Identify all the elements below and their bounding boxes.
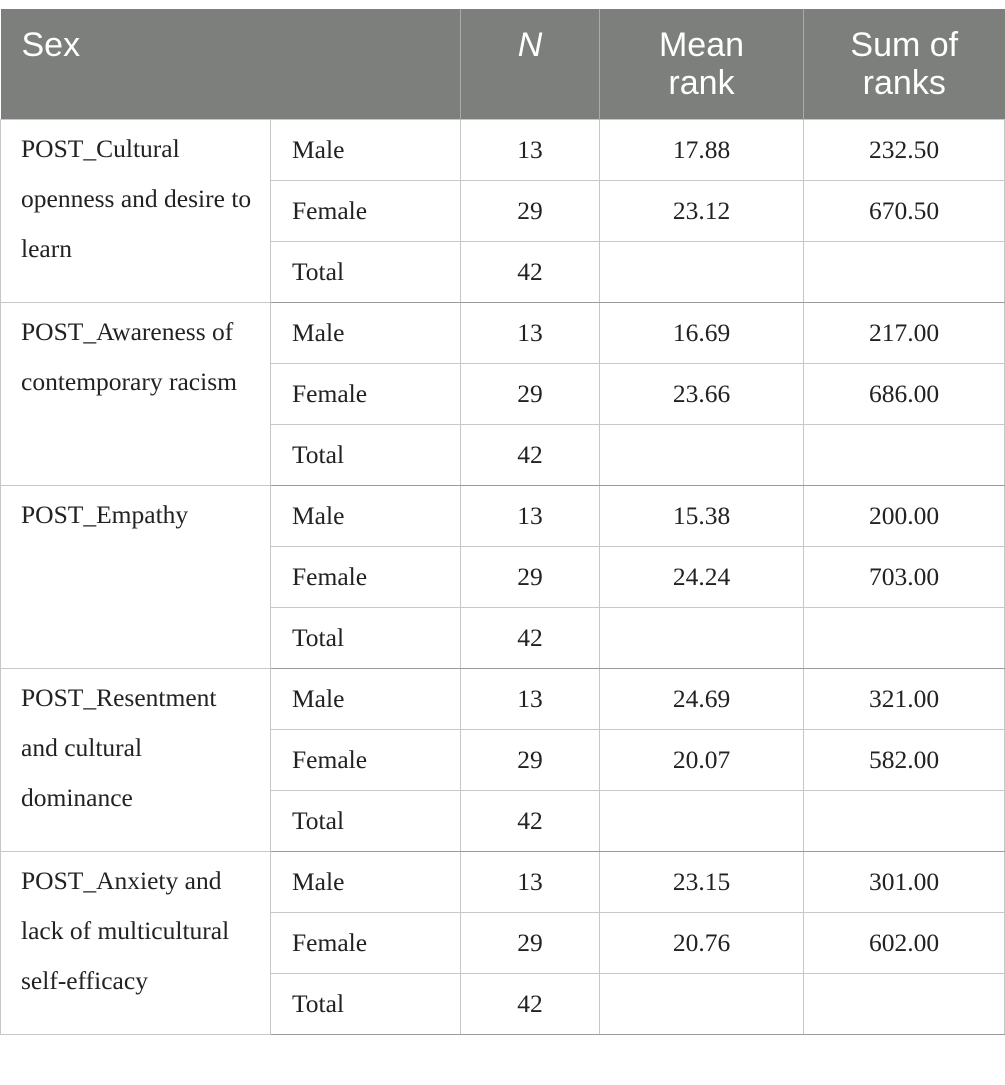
n-cell: 13	[461, 669, 600, 730]
n-cell: 29	[461, 181, 600, 242]
mean-rank-cell	[600, 974, 804, 1035]
sex-cell: Female	[271, 913, 461, 974]
variable-name: POST_Cultural openness and desire to learn	[21, 134, 252, 263]
sex-cell: Total	[271, 425, 461, 486]
sum-of-ranks-cell: 602.00	[804, 913, 1005, 974]
table-row	[1, 669, 1005, 730]
sex-cell: Female	[271, 181, 461, 242]
sex-cell: Total	[271, 242, 461, 303]
sum-of-ranks-cell	[804, 608, 1005, 669]
mean-rank-cell: 23.66	[600, 364, 804, 425]
sum-of-ranks-cell: 670.50	[804, 181, 1005, 242]
mean-rank-cell: 20.07	[600, 730, 804, 791]
sum-of-ranks-cell: 321.00	[804, 669, 1005, 730]
sex-cell: Female	[271, 730, 461, 791]
variable-name: POST_Anxiety and lack of multicultural self-efficacy	[21, 866, 230, 995]
n-cell: 13	[461, 852, 600, 913]
sex-cell: Female	[271, 364, 461, 425]
n-cell: 13	[461, 120, 600, 181]
mean-rank-cell	[600, 791, 804, 852]
header-row	[1, 9, 1005, 120]
variable-name-cell	[1, 669, 271, 852]
table-row	[1, 120, 1005, 181]
n-cell: 42	[461, 791, 600, 852]
sum-of-ranks-cell: 582.00	[804, 730, 1005, 791]
sex-cell: Male	[271, 852, 461, 913]
mean-rank-cell: 23.12	[600, 181, 804, 242]
sum-of-ranks-cell: 217.00	[804, 303, 1005, 364]
header-sex: Sex	[1, 9, 461, 120]
sum-of-ranks-cell	[804, 425, 1005, 486]
sum-of-ranks-cell	[804, 791, 1005, 852]
sum-of-ranks-cell: 301.00	[804, 852, 1005, 913]
n-cell: 13	[461, 486, 600, 547]
mean-rank-cell	[600, 425, 804, 486]
mean-rank-cell: 24.24	[600, 547, 804, 608]
n-cell: 42	[461, 425, 600, 486]
sum-of-ranks-cell: 703.00	[804, 547, 1005, 608]
mean-rank-cell: 24.69	[600, 669, 804, 730]
sex-cell: Total	[271, 791, 461, 852]
n-cell: 42	[461, 608, 600, 669]
sex-cell: Total	[271, 974, 461, 1035]
table-row	[1, 486, 1005, 547]
table-body	[1, 120, 1005, 1035]
sum-of-ranks-cell: 232.50	[804, 120, 1005, 181]
sum-of-ranks-cell	[804, 974, 1005, 1035]
n-cell: 13	[461, 303, 600, 364]
variable-name-cell	[1, 852, 271, 1035]
sum-of-ranks-cell	[804, 242, 1005, 303]
n-cell: 29	[461, 913, 600, 974]
sex-cell: Female	[271, 547, 461, 608]
rank-table	[0, 9, 1005, 1035]
mean-rank-cell: 17.88	[600, 120, 804, 181]
variable-name-cell	[1, 303, 271, 486]
sum-of-ranks-cell: 686.00	[804, 364, 1005, 425]
mean-rank-cell	[600, 242, 804, 303]
mean-rank-cell	[600, 608, 804, 669]
sex-cell: Male	[271, 486, 461, 547]
n-cell: 42	[461, 242, 600, 303]
header-n: N	[461, 9, 600, 120]
table-row	[1, 303, 1005, 364]
sex-cell: Male	[271, 303, 461, 364]
variable-name: POST_Awareness of contemporary racism	[21, 317, 237, 396]
mean-rank-cell: 23.15	[600, 852, 804, 913]
sex-cell: Male	[271, 120, 461, 181]
mean-rank-cell: 16.69	[600, 303, 804, 364]
n-cell: 29	[461, 547, 600, 608]
mean-rank-cell: 15.38	[600, 486, 804, 547]
n-cell: 29	[461, 364, 600, 425]
variable-name-cell	[1, 120, 271, 303]
rank-table-container	[0, 9, 1004, 1035]
sex-cell: Total	[271, 608, 461, 669]
variable-name: POST_Resentment and cultural dominance	[21, 683, 217, 812]
header-mean-rank: Mean rank	[600, 9, 804, 120]
n-cell: 42	[461, 974, 600, 1035]
n-cell: 29	[461, 730, 600, 791]
mean-rank-cell: 20.76	[600, 913, 804, 974]
table-row	[1, 852, 1005, 913]
header-sum-of-ranks: Sum of ranks	[804, 9, 1005, 120]
sex-cell: Male	[271, 669, 461, 730]
variable-name-cell	[1, 486, 271, 669]
sum-of-ranks-cell: 200.00	[804, 486, 1005, 547]
variable-name: POST_Empathy	[21, 500, 189, 529]
table-header	[1, 9, 1005, 120]
